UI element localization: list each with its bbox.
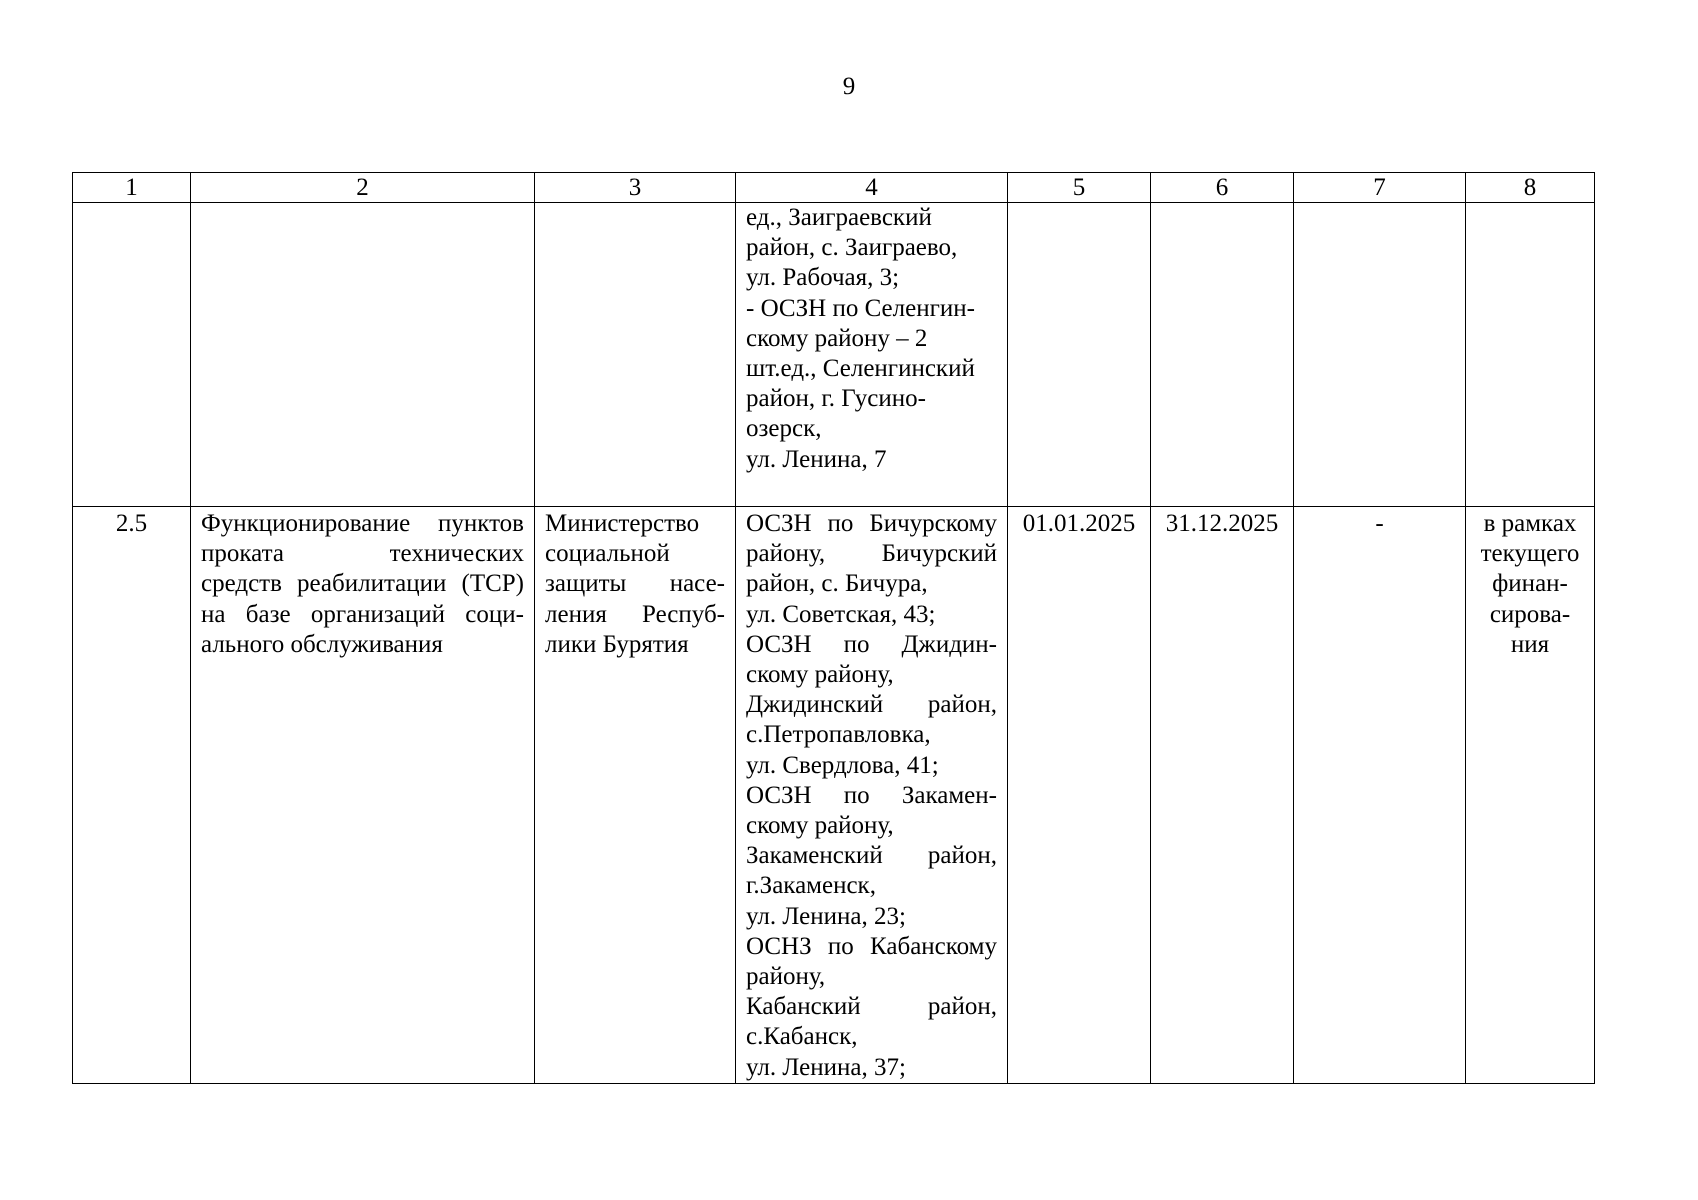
financing-line: сирова- [1489,600,1571,628]
end-date-cell: 31.12.2025 [1151,507,1294,1084]
header-cell-1: 1 [73,173,191,203]
event-line: на базе организаций соци- [201,600,524,628]
cont-cell-number [73,203,191,507]
financing-line: текущего [1480,540,1580,568]
address-line: район, с. Бичура, [746,570,928,598]
address-lines [746,509,997,1083]
header-cell-7: 7 [1294,173,1466,203]
address-line: Кабанский район, [746,993,997,1021]
event-cell [191,507,535,1084]
executor-line: лики Бурятия [545,630,689,658]
address-line: ул. Рабочая, 3; [746,264,900,292]
address-line: ОСЗН по Джидин- [746,630,997,658]
cont-cell-col7 [1294,203,1466,507]
event-line: проката технических [201,540,524,568]
address-line: с.Кабанск, [746,1023,858,1051]
address-line: скому району – 2 [746,324,928,352]
header-cell-5: 5 [1008,173,1151,203]
cont-cell-address [736,203,1008,507]
address-line: району, Бичурский [746,540,997,568]
row-number: 2.5 [73,507,191,1084]
event-lines [201,509,524,660]
executor-line: социальной [545,540,670,568]
cont-cell-end [1151,203,1294,507]
executor-lines [545,509,725,660]
executor-line: Министерство [545,510,700,537]
address-line: району, [746,963,826,991]
address-line: ед., Заиграевский [746,204,932,231]
executor-cell [535,507,736,1084]
event-line: средств реабилитации (ТСР) [201,570,524,598]
cont-cell-financing [1466,203,1595,507]
address-line: г.Закаменск, [746,872,876,900]
plan-table [72,172,1595,1084]
address-line: ул. Ленина, 23; [746,902,906,930]
event-line: Функционирование пунктов [201,510,524,537]
event-line: ального обслуживания [201,630,443,658]
col7-cell: - [1294,507,1466,1084]
executor-line: защиты насе- [545,570,725,598]
address-line: озерск, [746,415,822,443]
header-cell-4: 4 [736,173,1008,203]
header-cell-2: 2 [191,173,535,203]
cont-cell-start [1008,203,1151,507]
address-line: район, с. Заиграево, [746,234,958,262]
start-date-cell: 01.01.2025 [1008,507,1151,1084]
address-line: ул. Советская, 43; [746,600,936,628]
financing-lines [1476,509,1584,660]
financing-line: финан- [1492,570,1568,598]
header-cell-8: 8 [1466,173,1595,203]
address-line: ул. Ленина, 37; [746,1053,906,1081]
financing-line: ния [1510,630,1550,658]
financing-cell [1466,507,1595,1084]
address-line: скому району, [746,812,894,840]
address-line: ОСЗН по Бичурскому [746,510,997,537]
address-line: Джидинский район, [746,691,997,719]
cont-cell-executor [535,203,736,507]
address-line: скому району, [746,661,894,689]
table-row-continuation [73,203,1595,507]
address-line: ОСНЗ по Кабанскому [746,932,997,960]
address-line: с.Петропавловка, [746,721,931,749]
address-line: - ОСЗН по Селенгин- [746,294,975,322]
header-cell-3: 3 [535,173,736,203]
address-line: ОСЗН по Закамен- [746,781,997,809]
address-line: Закаменский район, [746,842,997,870]
address-line: ул. Ленина, 7 [746,445,887,473]
address-line: район, г. Гусино- [746,385,926,413]
cont-address-lines [746,203,997,475]
address-line: ул. Свердлова, 41; [746,751,939,779]
page-number: 9 [842,73,856,100]
address-cell [736,507,1008,1084]
table-row-2-5 [73,507,1595,1084]
address-line: шт.ед., Селенгинский [746,355,975,383]
cont-cell-event [191,203,535,507]
executor-line: ления Респуб- [545,600,725,628]
header-row [73,173,1595,203]
financing-line: в рамках [1483,510,1577,537]
header-cell-6: 6 [1151,173,1294,203]
